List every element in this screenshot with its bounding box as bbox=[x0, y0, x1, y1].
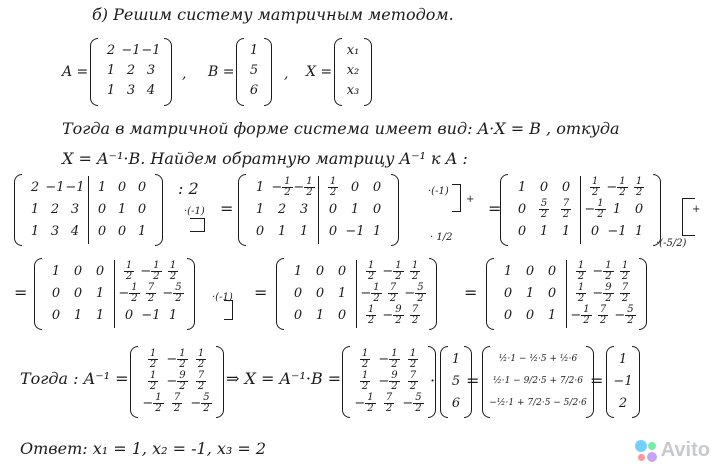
fraction: $\frac{1}{2}$ bbox=[635, 175, 643, 198]
row-op-multiply: ·(-1) bbox=[212, 292, 233, 303]
augmented-matrix-step-3 bbox=[500, 174, 661, 246]
fraction: $\frac{1}{2}$ bbox=[391, 347, 398, 370]
left-paren bbox=[14, 174, 22, 246]
matrix-entry: − $\frac{1}{2}$ bbox=[382, 259, 402, 282]
right-paren bbox=[391, 174, 399, 246]
matrix-grid bbox=[357, 258, 429, 330]
matrix-entry: 1 bbox=[255, 201, 265, 217]
fraction: $\frac{1}{2}$ bbox=[361, 369, 369, 392]
row-arrow bbox=[452, 184, 461, 212]
matrix-entry: 2 bbox=[277, 201, 287, 217]
matrix-entry: 3 bbox=[126, 82, 136, 98]
matrix-entry: − $\frac{5}{2}$ bbox=[162, 281, 182, 304]
fraction: $\frac{1}{2}$ bbox=[577, 281, 585, 304]
matrix-entry: 0 bbox=[255, 223, 265, 239]
fraction: $\frac{1}{2}$ bbox=[179, 347, 186, 370]
matrix-entry: − $\frac{1}{2}$ bbox=[142, 391, 162, 414]
right-paren bbox=[187, 258, 195, 330]
matrix-entry: 1 bbox=[337, 285, 347, 301]
row-op-add: + bbox=[466, 194, 475, 205]
matrix-entry: 5 bbox=[249, 62, 259, 78]
fraction: $\frac{9}{2}$ bbox=[391, 369, 398, 392]
matrix-entry: 0 bbox=[95, 263, 105, 279]
matrix-entry: 0 bbox=[547, 285, 557, 301]
matrix-grid bbox=[508, 174, 580, 246]
implies-text: ⇒ X = A⁻¹·B = bbox=[226, 369, 342, 388]
comma: , bbox=[284, 66, 289, 82]
fraction: $\frac{7}{2}$ bbox=[385, 391, 393, 414]
answer: Ответ: x₁ = 1, x₂ = -1, x₃ = 2 bbox=[20, 439, 267, 458]
left-paren bbox=[90, 38, 98, 106]
row-op-multiply: ·(-1) bbox=[184, 206, 205, 217]
matrix-entry: − $\frac{1}{2}$ bbox=[271, 175, 291, 198]
matrix-entry: 2 bbox=[30, 179, 40, 195]
matrix-grid bbox=[342, 38, 364, 106]
fraction: $\frac{9}{2}$ bbox=[179, 369, 186, 392]
matrix-entry: 1 bbox=[618, 351, 628, 367]
matrix-entry bbox=[598, 305, 608, 326]
matrix-entry: 0 bbox=[51, 285, 61, 301]
matrix-entry bbox=[388, 283, 398, 304]
matrix-entry: 0 bbox=[328, 223, 338, 239]
heading: б) Решим систему матричным методом. bbox=[92, 5, 454, 24]
inverse-matrix bbox=[130, 346, 224, 418]
matrix-entry bbox=[366, 261, 376, 282]
matrix-entry: 2 bbox=[50, 201, 60, 217]
matrix-entry bbox=[634, 177, 644, 198]
fraction: $\frac{1}{2}$ bbox=[373, 281, 380, 304]
fraction: $\frac{1}{2}$ bbox=[591, 175, 599, 198]
matrix-entry bbox=[146, 283, 156, 304]
matrix-entry: 3 bbox=[70, 201, 80, 217]
avito-logo-icon bbox=[635, 440, 657, 462]
expanded-product bbox=[482, 346, 594, 418]
matrix-entry: 1 bbox=[350, 201, 360, 217]
matrix-entry bbox=[576, 261, 586, 282]
matrix-entry bbox=[561, 199, 571, 220]
augmented-matrix-step-2 bbox=[238, 174, 399, 246]
left-paren bbox=[500, 174, 508, 246]
row-op-multiply: ·(-1) bbox=[428, 186, 449, 197]
fraction: $\frac{1}{2}$ bbox=[605, 259, 612, 282]
avito-watermark bbox=[635, 439, 710, 462]
text-line-2: Тогда в матричной форме система имеет вид: A·X = B , откуда bbox=[62, 119, 620, 138]
matrix-entry bbox=[148, 371, 158, 392]
matrix-entry: 0 bbox=[590, 223, 600, 239]
matrix-entry bbox=[124, 261, 134, 282]
matrix-entry: 0 bbox=[137, 179, 147, 195]
matrix-entry: − $\frac{1}{2}$ bbox=[293, 175, 313, 198]
matrix-grid bbox=[448, 346, 464, 418]
fraction: $\frac{5}{2}$ bbox=[417, 281, 424, 304]
fraction: $\frac{5}{2}$ bbox=[175, 281, 182, 304]
matrix-entry: 0 bbox=[117, 223, 127, 239]
left-paren bbox=[34, 258, 42, 330]
fraction: $\frac{1}{2}$ bbox=[125, 259, 133, 282]
fraction: $\frac{1}{2}$ bbox=[197, 347, 205, 370]
left-paren bbox=[130, 346, 138, 418]
matrix-entry: 4 bbox=[146, 82, 156, 98]
matrix-grid bbox=[284, 258, 356, 330]
matrix-entry: − $\frac{9}{2}$ bbox=[592, 281, 612, 304]
a-label: A = bbox=[62, 64, 89, 80]
matrix-entry bbox=[539, 199, 549, 220]
matrix-entry: 0 bbox=[97, 201, 107, 217]
right-paren bbox=[264, 38, 272, 106]
fraction: $\frac{7}{2}$ bbox=[147, 281, 155, 304]
matrix-entry: 0 bbox=[634, 201, 644, 217]
matrix-entry: 0 bbox=[547, 263, 557, 279]
matrix-entry: − $\frac{9}{2}$ bbox=[378, 369, 398, 392]
matrix-entry: 0 bbox=[117, 179, 127, 195]
matrix-grid bbox=[246, 174, 318, 246]
matrix-entry: 4 bbox=[70, 223, 80, 239]
matrix-entry: −1 bbox=[65, 179, 85, 195]
matrix-entry bbox=[590, 177, 600, 198]
matrix-entry bbox=[408, 371, 418, 392]
matrix-entry: 0 bbox=[372, 179, 382, 195]
matrix-entry bbox=[328, 177, 338, 198]
right-paren bbox=[164, 38, 172, 106]
matrix-entry bbox=[196, 371, 206, 392]
matrix-entry: ½·1 − ½·5 + ½·6 bbox=[498, 353, 578, 364]
fraction: $\frac{1}{2}$ bbox=[367, 303, 375, 326]
matrix-entry: 0 bbox=[315, 285, 325, 301]
fraction: $\frac{7}{2}$ bbox=[621, 281, 629, 304]
fraction: $\frac{9}{2}$ bbox=[395, 303, 402, 326]
matrix-grid bbox=[494, 258, 566, 330]
matrix-entry: 1 bbox=[299, 223, 309, 239]
matrix-entry: 5 bbox=[451, 373, 461, 389]
matrix-entry: − $\frac{1}{2}$ bbox=[592, 259, 612, 282]
equals-sign: = bbox=[488, 199, 502, 218]
matrix-entry: 1 bbox=[293, 263, 303, 279]
matrix-entry: 6 bbox=[451, 395, 461, 411]
fraction: $\frac{1}{2}$ bbox=[284, 175, 291, 198]
left-paren bbox=[342, 346, 350, 418]
matrix-entry: 0 bbox=[337, 307, 347, 323]
fraction: $\frac{1}{2}$ bbox=[597, 197, 604, 220]
fraction: $\frac{1}{2}$ bbox=[367, 391, 374, 414]
equals-sign: = bbox=[14, 283, 28, 302]
matrix-entry: 1 bbox=[277, 223, 287, 239]
matrix-grid bbox=[138, 346, 216, 418]
fraction: $\frac{1}{2}$ bbox=[583, 303, 590, 326]
matrix-entry bbox=[620, 261, 630, 282]
fraction: $\frac{1}{2}$ bbox=[577, 259, 585, 282]
matrix-grid bbox=[22, 174, 88, 246]
row-arrow bbox=[682, 198, 695, 236]
equals-sign: = bbox=[590, 371, 604, 390]
row-op-multiply: · 1/2 bbox=[430, 232, 453, 243]
matrix-entry: x₂ bbox=[346, 62, 360, 78]
fraction: $\frac{1}{2}$ bbox=[169, 259, 177, 282]
matrix-entry: 1 bbox=[539, 223, 549, 239]
matrix-entry: 1 bbox=[95, 307, 105, 323]
then-label: Тогда : A⁻¹ = bbox=[20, 369, 129, 388]
equals-sign: = bbox=[254, 283, 268, 302]
matrix-entry: 3 bbox=[299, 201, 309, 217]
left-paren bbox=[236, 38, 244, 106]
matrix-entry bbox=[620, 283, 630, 304]
matrix-entry: −½·1 + 7/2·5 − 5/2·6 bbox=[489, 397, 587, 408]
fraction: $\frac{7}{2}$ bbox=[411, 303, 419, 326]
right-paren bbox=[364, 38, 372, 106]
row-op-divide: : 2 bbox=[178, 179, 199, 198]
left-paren bbox=[440, 346, 448, 418]
matrix-entry: −1 bbox=[345, 223, 365, 239]
matrix-entry: 2 bbox=[618, 395, 628, 411]
left-paren bbox=[238, 174, 246, 246]
matrix-entry: 1 bbox=[451, 351, 461, 367]
matrix-entry: 6 bbox=[249, 82, 259, 98]
matrix-entry: − $\frac{5}{2}$ bbox=[402, 391, 422, 414]
right-paren bbox=[429, 258, 437, 330]
matrix-entry: 0 bbox=[525, 263, 535, 279]
fraction: $\frac{5}{2}$ bbox=[627, 303, 634, 326]
matrix-entry: − $\frac{1}{2}$ bbox=[140, 259, 160, 282]
row-op-multiply: ·(-5/2) bbox=[656, 238, 687, 249]
matrix-entry: 1 bbox=[106, 82, 116, 98]
matrix-entry: − $\frac{1}{2}$ bbox=[584, 197, 604, 220]
matrix-entry: 1 bbox=[561, 223, 571, 239]
matrix-entry: 1 bbox=[372, 223, 382, 239]
matrix-entry: 0 bbox=[315, 263, 325, 279]
matrix-entry: 1 bbox=[95, 285, 105, 301]
equals-sign: = bbox=[466, 371, 480, 390]
matrix-entry: −1 bbox=[45, 179, 65, 195]
matrix-entry: 0 bbox=[517, 201, 527, 217]
right-paren bbox=[155, 174, 163, 246]
matrix-entry: x₁ bbox=[346, 42, 360, 58]
matrix-entry: 1 bbox=[634, 223, 644, 239]
matrix-grid bbox=[581, 174, 653, 246]
matrix-entry: 1 bbox=[30, 201, 40, 217]
matrix-entry bbox=[148, 349, 158, 370]
matrix-grid bbox=[115, 258, 187, 330]
matrix-grid bbox=[244, 38, 264, 106]
augmented-matrix-step-1 bbox=[14, 174, 163, 246]
matrix-grid bbox=[490, 346, 586, 418]
fraction: $\frac{1}{2}$ bbox=[153, 259, 160, 282]
right-paren bbox=[653, 174, 661, 246]
matrix-entry bbox=[196, 349, 206, 370]
matrix-entry: 0 bbox=[97, 223, 107, 239]
matrix-entry: 0 bbox=[328, 201, 338, 217]
row-op-add: + bbox=[692, 204, 701, 215]
dot-operator: · bbox=[430, 371, 436, 390]
matrix-entry: − $\frac{1}{2}$ bbox=[166, 347, 186, 370]
matrix-entry: 0 bbox=[539, 179, 549, 195]
right-paren bbox=[216, 346, 224, 418]
matrix-entry: − $\frac{5}{2}$ bbox=[404, 281, 424, 304]
fraction: $\frac{7}{2}$ bbox=[599, 303, 607, 326]
fraction: $\frac{1}{2}$ bbox=[329, 175, 337, 198]
matrix-entry: 0 bbox=[293, 285, 303, 301]
matrix-entry: −1 bbox=[613, 373, 633, 389]
b-label: B = bbox=[208, 64, 235, 80]
fraction: $\frac{1}{2}$ bbox=[621, 259, 629, 282]
matrix-entry: 1 bbox=[249, 42, 259, 58]
fraction: $\frac{5}{2}$ bbox=[415, 391, 422, 414]
matrix-grid bbox=[98, 38, 164, 106]
matrix-entry bbox=[366, 305, 376, 326]
left-paren bbox=[486, 258, 494, 330]
matrix-entry: 1 bbox=[106, 62, 116, 78]
matrix-entry: −1 bbox=[141, 307, 161, 323]
matrix-entry: −1 bbox=[141, 42, 161, 58]
matrix-entry bbox=[410, 261, 420, 282]
left-paren bbox=[334, 38, 342, 106]
matrix-a bbox=[90, 38, 172, 106]
row-arrow bbox=[190, 218, 205, 232]
fraction: $\frac{1}{2}$ bbox=[149, 369, 157, 392]
matrix-entry: 1 bbox=[168, 307, 178, 323]
right-paren bbox=[639, 258, 647, 330]
matrix-entry: ½·1 − 9/2·5 + 7/2·6 bbox=[493, 375, 583, 386]
matrix-entry: 1 bbox=[255, 179, 265, 195]
matrix-entry: 1 bbox=[137, 223, 147, 239]
matrix-entry: − $\frac{9}{2}$ bbox=[166, 369, 186, 392]
matrix-grid bbox=[42, 258, 114, 330]
left-paren bbox=[276, 258, 284, 330]
matrix-entry bbox=[360, 349, 370, 370]
result-vector bbox=[606, 346, 640, 418]
matrix-grid bbox=[319, 174, 391, 246]
matrix-entry: 1 bbox=[97, 179, 107, 195]
matrix-entry: − $\frac{5}{2}$ bbox=[190, 391, 210, 414]
fraction: $\frac{7}{2}$ bbox=[197, 369, 205, 392]
matrix-entry: 2 bbox=[106, 42, 116, 58]
fraction: $\frac{1}{2}$ bbox=[411, 259, 419, 282]
matrix-entry bbox=[172, 393, 182, 414]
matrix-entry: 1 bbox=[525, 285, 535, 301]
matrix-entry: 1 bbox=[30, 223, 40, 239]
fraction: $\frac{1}{2}$ bbox=[306, 175, 313, 198]
matrix-grid bbox=[350, 346, 428, 418]
matrix-entry: 0 bbox=[73, 285, 83, 301]
equals-sign: = bbox=[220, 199, 234, 218]
matrix-entry: 0 bbox=[51, 307, 61, 323]
matrix-grid bbox=[614, 346, 632, 418]
matrix-entry: 1 bbox=[547, 307, 557, 323]
matrix-grid bbox=[567, 258, 639, 330]
fraction: $\frac{1}{2}$ bbox=[367, 259, 375, 282]
matrix-entry: − $\frac{1}{2}$ bbox=[570, 303, 590, 326]
matrix-entry bbox=[384, 393, 394, 414]
fraction: $\frac{7}{2}$ bbox=[173, 391, 181, 414]
matrix-entry: 0 bbox=[503, 285, 513, 301]
matrix-entry: 1 bbox=[73, 307, 83, 323]
matrix-entry: − $\frac{5}{2}$ bbox=[614, 303, 634, 326]
fraction: $\frac{1}{2}$ bbox=[409, 347, 417, 370]
matrix-entry: 0 bbox=[124, 307, 134, 323]
fraction: $\frac{7}{2}$ bbox=[562, 197, 570, 220]
matrix-entry: 1 bbox=[117, 201, 127, 217]
matrix-entry: 1 bbox=[612, 201, 622, 217]
matrix-b bbox=[236, 38, 272, 106]
matrix-entry bbox=[168, 261, 178, 282]
fraction: $\frac{1}{2}$ bbox=[131, 281, 138, 304]
matrix-entry bbox=[360, 371, 370, 392]
matrix-entry: − $\frac{1}{2}$ bbox=[354, 391, 374, 414]
matrix-entry bbox=[576, 283, 586, 304]
matrix-entry: − $\frac{1}{2}$ bbox=[606, 175, 626, 198]
fraction: $\frac{5}{2}$ bbox=[203, 391, 210, 414]
matrix-entry: 0 bbox=[73, 263, 83, 279]
watermark-text: Avito bbox=[660, 439, 710, 461]
matrix-entry: 0 bbox=[517, 223, 527, 239]
matrix-entry: − $\frac{1}{2}$ bbox=[118, 281, 138, 304]
fraction: $\frac{1}{2}$ bbox=[395, 259, 402, 282]
matrix-entry bbox=[408, 349, 418, 370]
matrix-entry: 3 bbox=[50, 223, 60, 239]
matrix-entry: −1 bbox=[607, 223, 627, 239]
comma: , bbox=[182, 66, 187, 82]
augmented-matrix-step-5 bbox=[276, 258, 437, 330]
equals-sign: = bbox=[464, 283, 478, 302]
matrix-entry: 0 bbox=[525, 307, 535, 323]
matrix-entry: 0 bbox=[372, 201, 382, 217]
matrix-entry: 0 bbox=[561, 179, 571, 195]
row-arrow bbox=[224, 300, 233, 320]
matrix-entry: 1 bbox=[517, 179, 527, 195]
fraction: $\frac{1}{2}$ bbox=[361, 347, 369, 370]
matrix-entry: −1 bbox=[121, 42, 141, 58]
augmented-matrix-step-6 bbox=[486, 258, 647, 330]
fraction: $\frac{9}{2}$ bbox=[605, 281, 612, 304]
matrix-entry: 1 bbox=[503, 263, 513, 279]
x-label: X = bbox=[306, 64, 333, 80]
matrix-entry: − $\frac{9}{2}$ bbox=[382, 303, 402, 326]
matrix-entry: 0 bbox=[137, 201, 147, 217]
right-paren bbox=[632, 346, 640, 418]
matrix-entry: 1 bbox=[51, 263, 61, 279]
inverse-matrix-product bbox=[342, 346, 436, 418]
fraction: $\frac{7}{2}$ bbox=[409, 369, 417, 392]
matrix-entry: 3 bbox=[146, 62, 156, 78]
matrix-entry bbox=[410, 305, 420, 326]
fraction: $\frac{5}{2}$ bbox=[540, 197, 548, 220]
matrix-entry: x₃ bbox=[346, 82, 360, 98]
matrix-entry: − $\frac{1}{2}$ bbox=[360, 281, 380, 304]
fraction: $\frac{1}{2}$ bbox=[619, 175, 626, 198]
fraction: $\frac{1}{2}$ bbox=[149, 347, 157, 370]
matrix-grid bbox=[89, 174, 155, 246]
matrix-x bbox=[334, 38, 372, 106]
fraction: $\frac{1}{2}$ bbox=[155, 391, 162, 414]
matrix-entry: 1 bbox=[315, 307, 325, 323]
fraction: $\frac{7}{2}$ bbox=[389, 281, 397, 304]
matrix-entry: 2 bbox=[126, 62, 136, 78]
augmented-matrix-step-4 bbox=[34, 258, 195, 330]
matrix-entry: 0 bbox=[503, 307, 513, 323]
matrix-entry: 0 bbox=[350, 179, 360, 195]
matrix-entry: 0 bbox=[293, 307, 303, 323]
text-line-3: X = A⁻¹·B. Найдем обратную матрицу A⁻¹ к A : bbox=[62, 149, 468, 168]
matrix-entry: 0 bbox=[337, 263, 347, 279]
matrix-entry: − $\frac{1}{2}$ bbox=[378, 347, 398, 370]
